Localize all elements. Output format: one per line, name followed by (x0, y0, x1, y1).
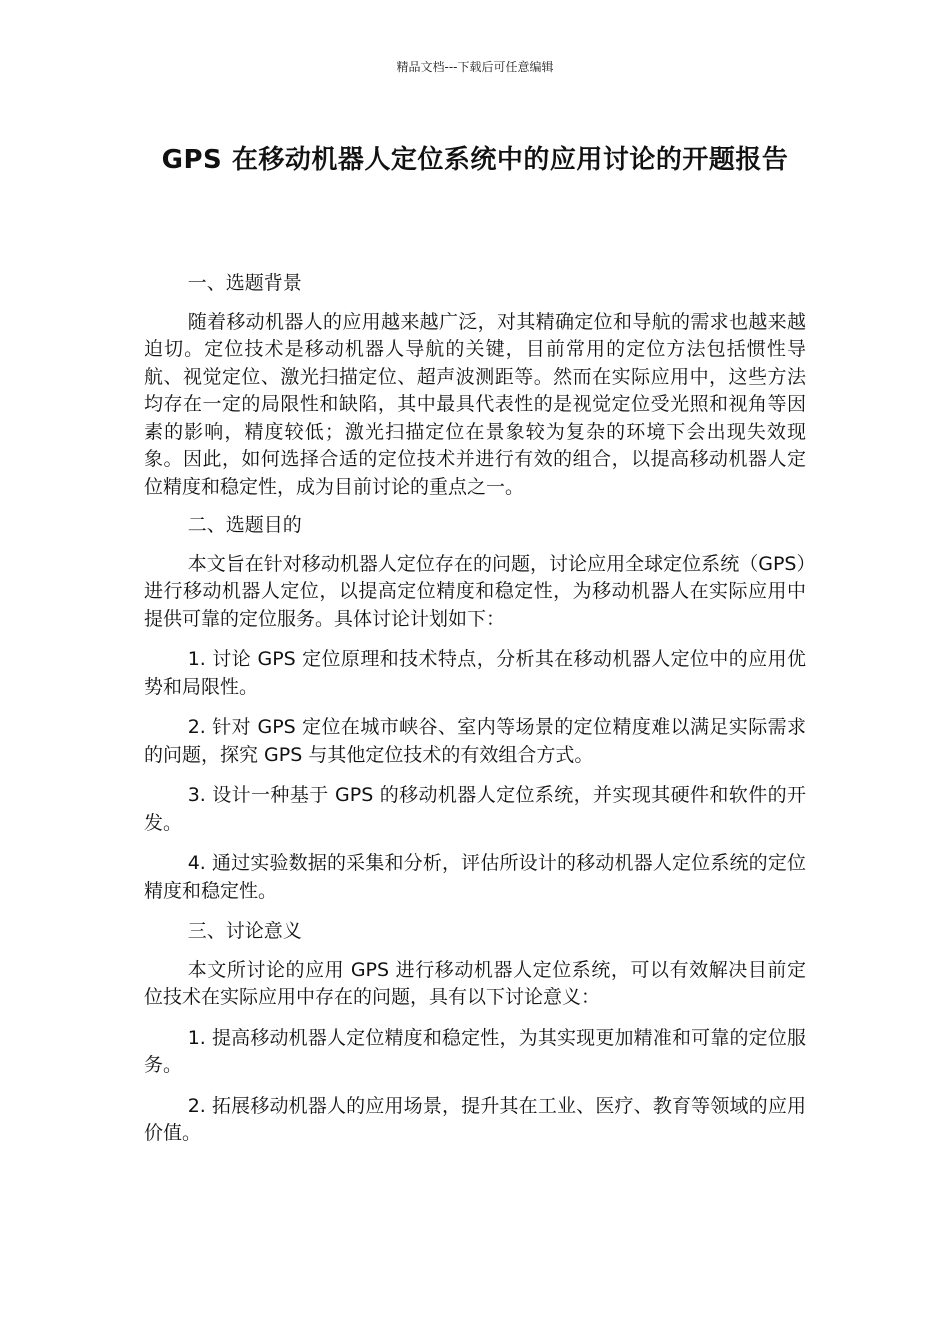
header-note: 精品文档---下载后可任意编辑 (396, 60, 554, 74)
purpose-list-item: 2. 针对 GPS 定位在城市峡谷、室内等场景的定位精度难以满足实际需求的问题，探究 GPS 与其他定位技术的有效组合方式。 (144, 716, 806, 766)
section-heading-background: 一、选题背景 (187, 272, 302, 294)
significance-list-item: 2. 拓展移动机器人的应用场景，提升其在工业、医疗、教育等领域的应用价值。 (144, 1094, 806, 1144)
section-heading-purpose: 二、选题目的 (187, 514, 302, 536)
significance-list-item: 1. 提高移动机器人定位精度和稳定性，为其实现更加精准和可靠的定位服务。 (144, 1026, 806, 1076)
section-heading-significance: 三、讨论意义 (187, 920, 302, 942)
significance-intro-paragraph: 本文所讨论的应用 GPS 进行移动机器人定位系统，可以有效解决目前定位技术在实际应用中存在的问题，具有以下讨论意义： (144, 958, 806, 1008)
purpose-list-item: 4. 通过实验数据的采集和分析，评估所设计的移动机器人定位系统的定位精度和稳定性。 (144, 852, 806, 902)
document-body (144, 270, 806, 1161)
background-paragraph: 随着移动机器人的应用越来越广泛，对其精确定位和导航的需求也越来越迫切。定位技术是移动机器人导航的关键，目前常用的定位方法包括惯性导航、视觉定位、激光扫描定位、超声波测距等。然而在实际应用中，这些方法均存在一定的局限性和缺陷，其中最具代表性的是视觉定位受光照和视角等因素的影响，精度较低；激光扫描定位在景象较为复杂的环境下会出现失效现象。因此，如何选择合适的定位技术并进行有效的组合，以提高移动机器人定位精度和稳定性，成为目前讨论的重点之一。 (144, 310, 806, 498)
purpose-list-item: 3. 设计一种基于 GPS 的移动机器人定位系统，并实现其硬件和软件的开发。 (144, 784, 806, 834)
document-title: GPS 在移动机器人定位系统中的应用讨论的开题报告 (161, 145, 789, 175)
purpose-list-item: 1. 讨论 GPS 定位原理和技术特点，分析其在移动机器人定位中的应用优势和局限性。 (144, 648, 806, 698)
purpose-intro-paragraph: 本文旨在针对移动机器人定位存在的问题，讨论应用全球定位系统（GPS）进行移动机器人定位，以提高定位精度和稳定性，为移动机器人在实际应用中提供可靠的定位服务。具体讨论计划如下： (144, 552, 806, 630)
